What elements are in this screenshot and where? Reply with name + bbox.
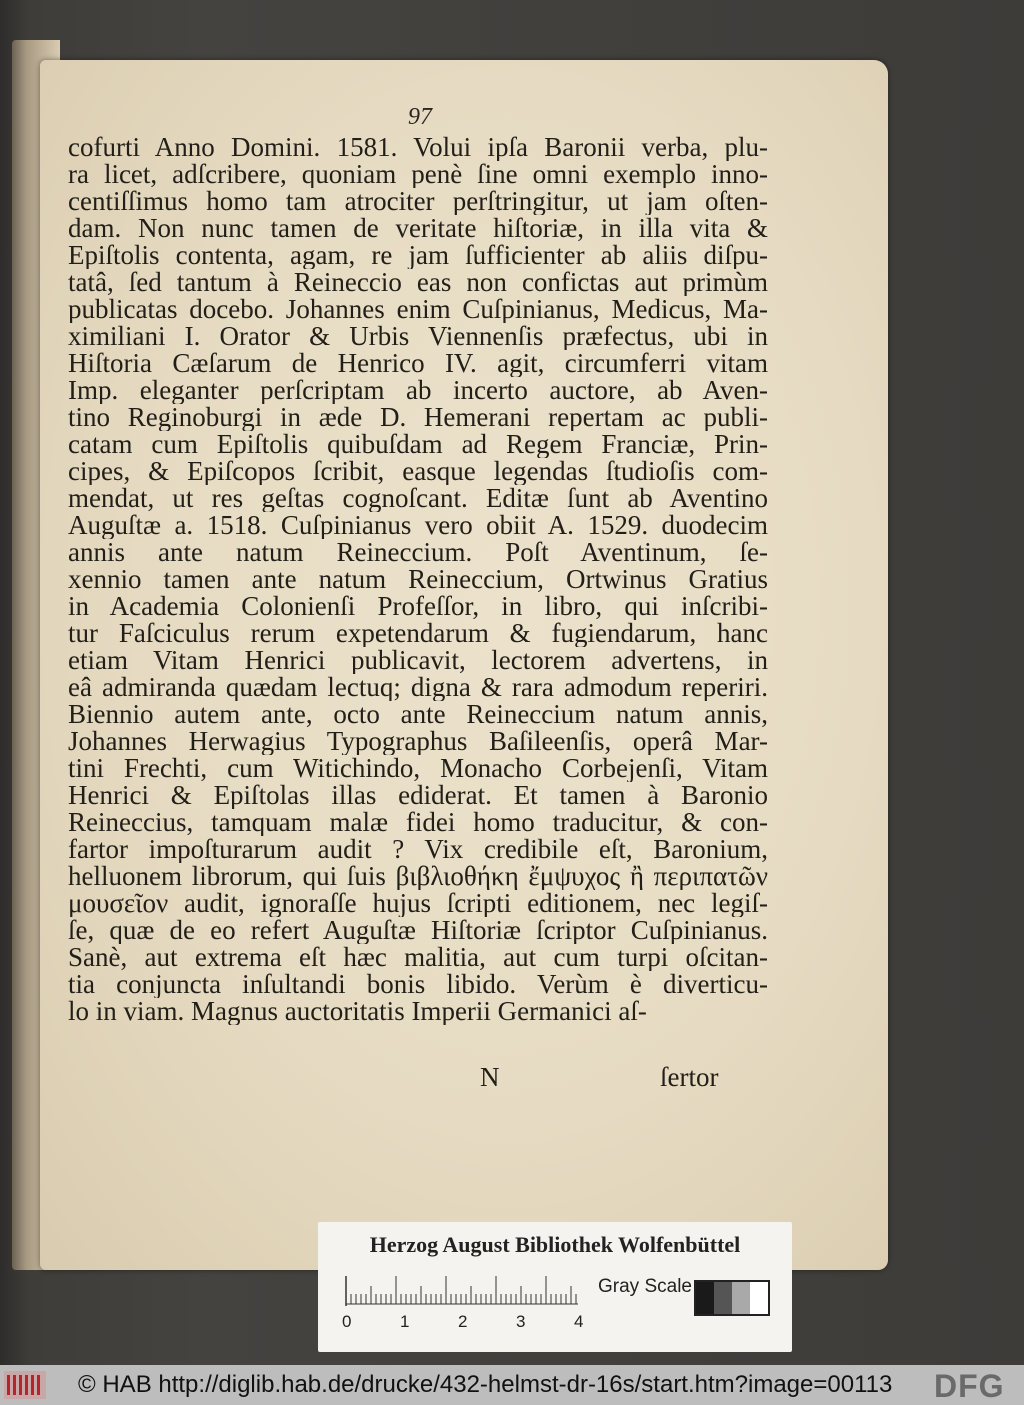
gray-swatch [714, 1282, 732, 1314]
text-line: tur Faſciculus rerum expetendarum & fugiendarum, hanc [68, 620, 768, 647]
scale-number: 0 [342, 1312, 352, 1331]
text-line: Johannes Herwagius Typographus Baſileenſis, operâ Mar- [68, 728, 768, 755]
text-line: Auguſtæ a. 1518. Cuſpinianus vero obiit A. 1529. duodecim [68, 512, 768, 539]
text-line: tino Reginoburgi in æde D. Hemerani repertam ac publi- [68, 404, 768, 431]
scale-number: 3 [516, 1312, 526, 1331]
page-text [68, 134, 768, 1025]
scale-numbers [342, 1312, 602, 1336]
text-line: catam cum Epiſtolis quibuſdam ad Regem Franciæ, Prin- [68, 431, 768, 458]
text-line: ra licet, adſcribere, quoniam penè ſine omni exemplo inno- [68, 161, 768, 188]
text-line: fartor impoſturarum audit ? Vix credibile eſt, Baronium, [68, 836, 768, 863]
text-line: ſe, quæ de eo refert Auguſtæ Hiſtoriæ ſcriptor Cuſpinianus. [68, 917, 768, 944]
text-line: dam. Non nunc tamen de veritate hiſtoriæ, in illa vita & [68, 215, 768, 242]
footer-bar [0, 1365, 1024, 1405]
dfg-logo: DFG [934, 1368, 1005, 1404]
page-number: 97 [408, 104, 432, 130]
text-line: μουσεῖον audit, ignoraſſe hujus ſcripti editionem, nec legiſ- [68, 890, 768, 917]
text-line: cipes, & Epiſcopos ſcribit, easque legendas ſtudioſis com- [68, 458, 768, 485]
text-line: etiam Vitam Henrici publicavit, lectorem advertens, in [68, 647, 768, 674]
text-line: in Academia Colonienſi Profeſſor, in libro, qui inſcribi- [68, 593, 768, 620]
scale-number: 1 [400, 1312, 410, 1331]
text-line: Biennio autem ante, octo ante Reineccium natum annis, [68, 701, 768, 728]
text-line: mendat, ut res geſtas cognoſcant. Editæ ſunt ab Aventino [68, 485, 768, 512]
copyright-url: © HAB http://diglib.hab.de/drucke/432-helmst-dr-16s/start.htm?image=00113 [78, 1371, 893, 1398]
text-line: helluonem librorum, qui ſuis βιβλιοθήκη ἔμψυχος ἢ περιπατῶν [68, 863, 768, 890]
text-line: centiſſimus homo tam atrociter perſtringitur, ut jam oſten- [68, 188, 768, 215]
text-line: Imp. eleganter perſcriptam ab incerto auctore, ab Aven- [68, 377, 768, 404]
text-line: Sanè, aut extrema eſt hæc malitia, aut cum turpi oſcitan- [68, 944, 768, 971]
text-line: cofurti Anno Domini. 1581. Volui ipſa Baronii verba, plu- [68, 134, 768, 161]
text-line: xennio tamen ante natum Reineccium, Ortwinus Gratius [68, 566, 768, 593]
text-line: Henrici & Epiſtolas illas ediderat. Et tamen à Baronio [68, 782, 768, 809]
hab-logo-icon [4, 1371, 46, 1399]
text-line: annis ante natum Reineccium. Poſt Aventinum, ſe- [68, 539, 768, 566]
text-line: tia conjuncta inſultandi bonis libido. Verùm è diverticu- [68, 971, 768, 998]
text-line: eâ admiranda quædam lectuq; digna & rara admodum reperiri. [68, 674, 768, 701]
catchword: ſertor [660, 1062, 719, 1092]
scale-number: 4 [574, 1312, 584, 1331]
signature-mark: N [480, 1062, 500, 1092]
label-title: Herzog August Bibliothek Wolfenbüttel [369, 1232, 741, 1257]
book-page [40, 60, 888, 1270]
text-line: tatâ, ſed tantum à Reineccio eas non confictas aut primùm [68, 269, 768, 296]
library-label [318, 1222, 792, 1352]
text-line: lo in viam. Magnus auctoritatis Imperii Germanici aſ- [68, 998, 647, 1025]
scale-number: 2 [458, 1312, 468, 1331]
gray-swatch [750, 1282, 768, 1314]
text-line: Hiſtoria Cæſarum de Henrico IV. agit, circumferri vitam [68, 350, 768, 377]
text-line: Reineccius, tamquam malæ fidei homo traducitur, & con- [68, 809, 768, 836]
gray-scale-label: Gray Scale [598, 1276, 692, 1297]
gray-scale-swatches [694, 1280, 770, 1316]
text-line: tini Frechti, cum Witichindo, Monacho Corbejenſi, Vitam [68, 755, 768, 782]
gray-swatch [732, 1282, 750, 1314]
gray-swatch [696, 1282, 714, 1314]
text-line: publicatas docebo. Johannes enim Cuſpinianus, Medicus, Ma- [68, 296, 768, 323]
text-line: ximiliani I. Orator & Urbis Viennenſis præfectus, ubi in [68, 323, 768, 350]
text-line: Epiſtolis contenta, agam, re jam ſufficienter ab aliis diſpu- [68, 242, 768, 269]
scale-ruler [342, 1276, 582, 1306]
